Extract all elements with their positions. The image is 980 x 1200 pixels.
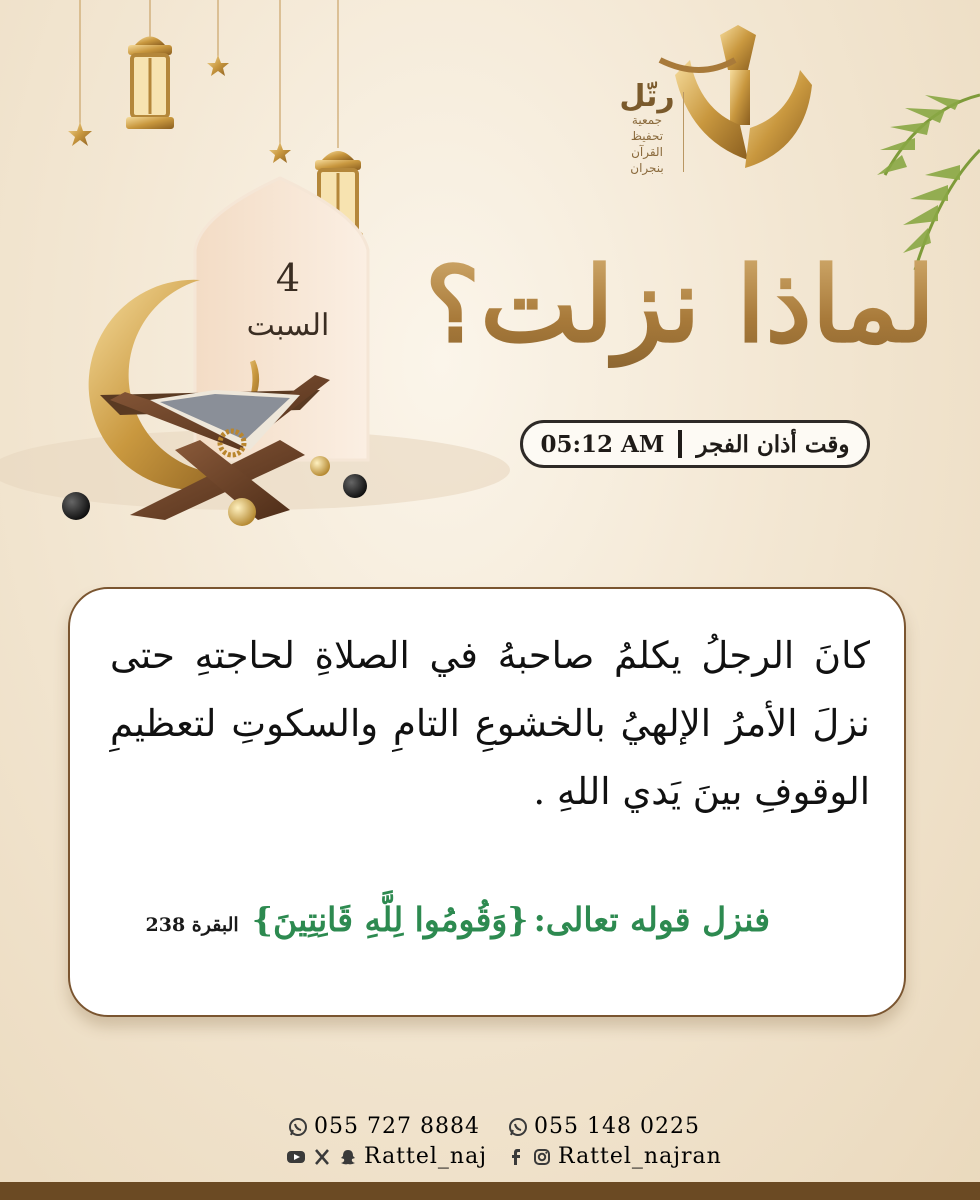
phone-1-text: 055 727 8884: [314, 1114, 480, 1139]
fajr-separator: [678, 430, 682, 458]
hanging-stars: [80, 0, 338, 148]
x-icon: [312, 1147, 332, 1167]
day-name: السبت: [246, 308, 330, 343]
logo-name: رتّل: [619, 79, 675, 114]
date-block: [238, 258, 338, 346]
footer-phone-2: [508, 1114, 700, 1139]
logo-line-1: جمعية: [631, 113, 663, 127]
lantern-left: [126, 37, 174, 130]
phone-2-text: 055 148 0225: [534, 1114, 700, 1139]
verse-reference: البقرة 238: [145, 914, 239, 936]
bottom-bar: [0, 1182, 980, 1200]
logo-text-block: [612, 79, 682, 176]
day-number: 4: [275, 256, 301, 300]
logo-divider: [683, 92, 684, 172]
facebook-icon: [506, 1147, 526, 1167]
youtube-icon: [286, 1147, 306, 1167]
verse-line: [145, 900, 770, 939]
fajr-time-pill: [520, 420, 870, 468]
instagram-icon: [532, 1147, 552, 1167]
handle-1-text: Rattel_naj: [364, 1144, 488, 1169]
footer-handle-1: [286, 1144, 487, 1169]
verse-text: {وَقُومُوا لِلَّهِ قَانِتِينَ}: [251, 900, 529, 939]
footer-phone-1: [288, 1114, 480, 1139]
logo-line-2: تحفيظ: [630, 129, 664, 143]
fajr-time: 05:12 AM: [540, 430, 665, 458]
whatsapp-icon: [508, 1117, 528, 1137]
snapchat-icon: [338, 1147, 358, 1167]
card-body-text: كانَ الرجلُ يكلمُ صاحبهُ في الصلاةِ لحاجتهِ حتى نزلَ الأمرُ الإلهيُ بالخشوعِ التامِ والسكوتِ لتعظيمِ الوقوفِ بينَ يَدي اللهِ .: [110, 634, 870, 813]
verse-intro: فنزل قوله تعالى:: [533, 900, 770, 939]
footer-handle-2: [506, 1144, 722, 1169]
handle-2-text: Rattel_najran: [558, 1144, 722, 1169]
logo-line-3: القرآن: [631, 145, 663, 159]
whatsapp-icon: [288, 1117, 308, 1137]
logo-line-4: بنجران: [630, 161, 664, 175]
page-title: لماذا نزلت؟: [420, 235, 940, 375]
fajr-label: وقت أذان الفجر: [696, 430, 850, 458]
